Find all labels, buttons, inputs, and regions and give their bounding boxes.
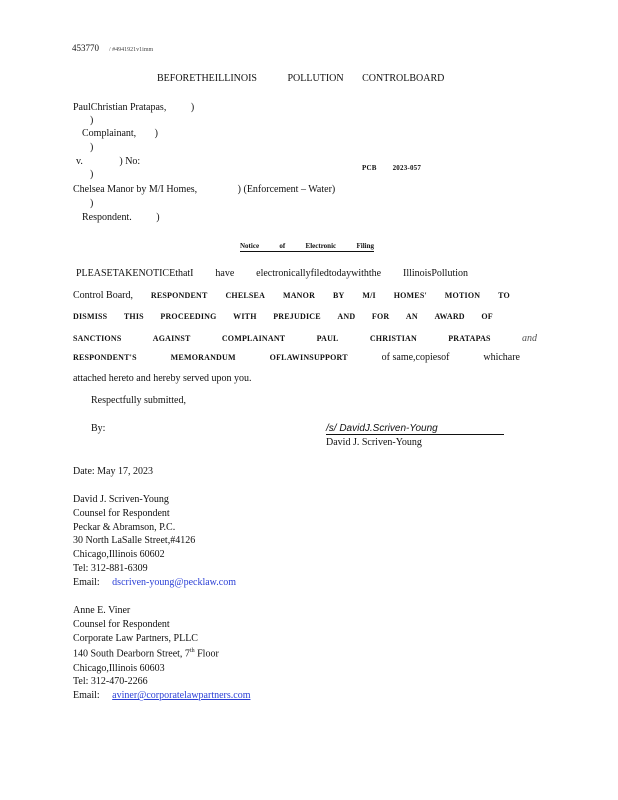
body-word: AN <box>405 312 418 321</box>
body-word: RESPONDENT <box>150 291 208 300</box>
body-line-6: attached hereto and hereby served upon you. <box>73 373 252 384</box>
body-word: Control Board, <box>73 290 133 301</box>
respondent-label-line <box>82 212 160 223</box>
body-word: AGAINST <box>152 334 191 343</box>
counsel-block-1 <box>73 493 236 590</box>
respondent-line <box>73 184 335 195</box>
doc-ref: / #4941921v1imm <box>109 47 154 53</box>
document-header <box>72 38 153 56</box>
complainant-label: Complainant, <box>82 128 137 139</box>
body-word: and <box>521 333 537 344</box>
email-label: Email: <box>73 576 100 588</box>
body-line-4 <box>73 333 537 344</box>
body-word: FOR <box>371 312 390 321</box>
body-word: SANCTIONS <box>73 334 122 343</box>
body-word: MOTION <box>444 291 481 300</box>
body-word: PLEASETAKENOTICEthatI <box>76 268 194 279</box>
counsel-address <box>73 645 286 661</box>
counsel-name: David J. Scriven-Young <box>73 494 169 505</box>
email-link[interactable]: dscriven-young@pecklaw.com <box>112 576 236 588</box>
body-word: THIS <box>123 312 144 321</box>
body-word: PROCEEDING <box>160 312 217 321</box>
title-word-3: CONTROLBOARD <box>362 73 445 84</box>
caption-paren: ) <box>156 212 160 223</box>
closing-line: Respectfully submitted, <box>91 395 186 406</box>
notice-word-1: Notice <box>240 242 260 250</box>
caption-paren: ) <box>90 142 94 153</box>
respondent-name: Chelsea Manor by M/I Homes, <box>73 184 198 195</box>
caption-paren: ) <box>90 115 94 126</box>
body-word: AWARD <box>434 312 465 321</box>
counsel-address: 30 North LaSalle Street,#4126 <box>73 535 196 547</box>
body-word: OFLAWINSUPPORT <box>269 353 348 362</box>
respondent-label: Respondent. <box>82 212 132 223</box>
pcb-label: PCB <box>362 164 377 172</box>
body-word: DISMISS <box>73 312 108 321</box>
body-line-3 <box>73 312 493 321</box>
email-link[interactable]: aviner@corporatelawpartners.com <box>112 690 251 702</box>
counsel-role: Counsel for Respondent <box>73 507 170 519</box>
notice-word-4: Filing <box>356 242 374 250</box>
counsel-name: Anne E. Viner <box>73 605 131 616</box>
case-number-label: ) No: <box>119 156 141 167</box>
board-title <box>157 73 444 84</box>
body-word: PAUL <box>316 334 339 343</box>
body-word: WITH <box>233 312 257 321</box>
petitioner-name: PaulChristian Pratapas, <box>73 102 167 113</box>
body-word: TO <box>498 291 510 300</box>
email-label: Email: <box>73 690 100 702</box>
counsel-tel: Tel: 312-881-6309 <box>73 562 148 574</box>
body-word: RESPONDENT'S <box>73 353 137 362</box>
by-label: By: <box>91 423 106 434</box>
signature-text: /s/ DavidJ.Scriven-Young <box>326 423 438 434</box>
body-word: AND <box>337 312 356 321</box>
caption-paren: ) <box>90 198 94 209</box>
versus-line <box>76 156 140 167</box>
filing-date: Date: May 17, 2023 <box>73 466 153 477</box>
doc-id: 453770 <box>72 43 99 53</box>
address-text: 140 South Dearborn Street, 7 <box>73 648 190 660</box>
case-number-value: 2023-057 <box>392 164 422 172</box>
body-word: PRATAPAS <box>448 334 491 343</box>
title-word-1: BEFORETHEILLINOIS <box>157 73 257 84</box>
body-word: M/I <box>362 291 376 300</box>
signer-name: David J. Scriven-Young <box>326 437 422 448</box>
counsel-tel: Tel: 312-470-2266 <box>73 676 148 688</box>
body-word: OF <box>481 312 493 321</box>
caption-paren: ) <box>190 102 195 113</box>
signature-block <box>326 423 504 448</box>
address-text: Floor <box>194 648 219 660</box>
complainant-line <box>82 128 158 139</box>
counsel-block-2 <box>73 604 286 703</box>
notice-word-2: of <box>279 242 286 250</box>
body-word: of same,copiesof <box>381 352 450 363</box>
body-word: have <box>215 268 235 279</box>
case-number <box>362 157 421 175</box>
body-word: electronicallyfiledtodaywiththe <box>256 268 382 279</box>
counsel-email-line <box>73 576 236 590</box>
body-line-1 <box>76 268 468 279</box>
counsel-city: Chicago,Illinois 60603 <box>73 662 165 674</box>
counsel-firm: Corporate Law Partners, PLLC <box>73 632 198 644</box>
body-word: BY <box>332 291 345 300</box>
counsel-city: Chicago,Illinois 60602 <box>73 549 165 561</box>
body-word: IllinoisPollution <box>402 268 468 279</box>
body-word: MANOR <box>282 291 316 300</box>
body-word: MEMORANDUM <box>170 353 236 362</box>
body-word: CHRISTIAN <box>369 334 417 343</box>
counsel-email-line <box>73 689 286 703</box>
versus-label: v. <box>76 156 83 167</box>
title-word-2: POLLUTION <box>287 73 344 84</box>
caption-paren: ) <box>90 169 94 180</box>
body-word: COMPLAINANT <box>221 334 286 343</box>
body-line-2 <box>73 290 510 301</box>
notice-heading <box>240 242 374 252</box>
body-word: PREJUDICE <box>273 312 321 321</box>
caption-paren: ) <box>154 128 159 139</box>
petitioner-line <box>73 102 194 113</box>
body-line-5 <box>73 352 520 363</box>
electronic-signature <box>326 423 504 435</box>
counsel-firm: Peckar & Abramson, P.C. <box>73 521 176 533</box>
counsel-role: Counsel for Respondent <box>73 618 170 630</box>
body-word: whichare <box>483 352 520 363</box>
notice-word-3: Electronic <box>305 242 337 250</box>
body-word: HOMES' <box>393 291 427 300</box>
address-superscript: th <box>189 648 195 655</box>
body-word: CHELSEA <box>225 291 266 300</box>
enforcement-label: ) (Enforcement – Water) <box>237 184 336 195</box>
